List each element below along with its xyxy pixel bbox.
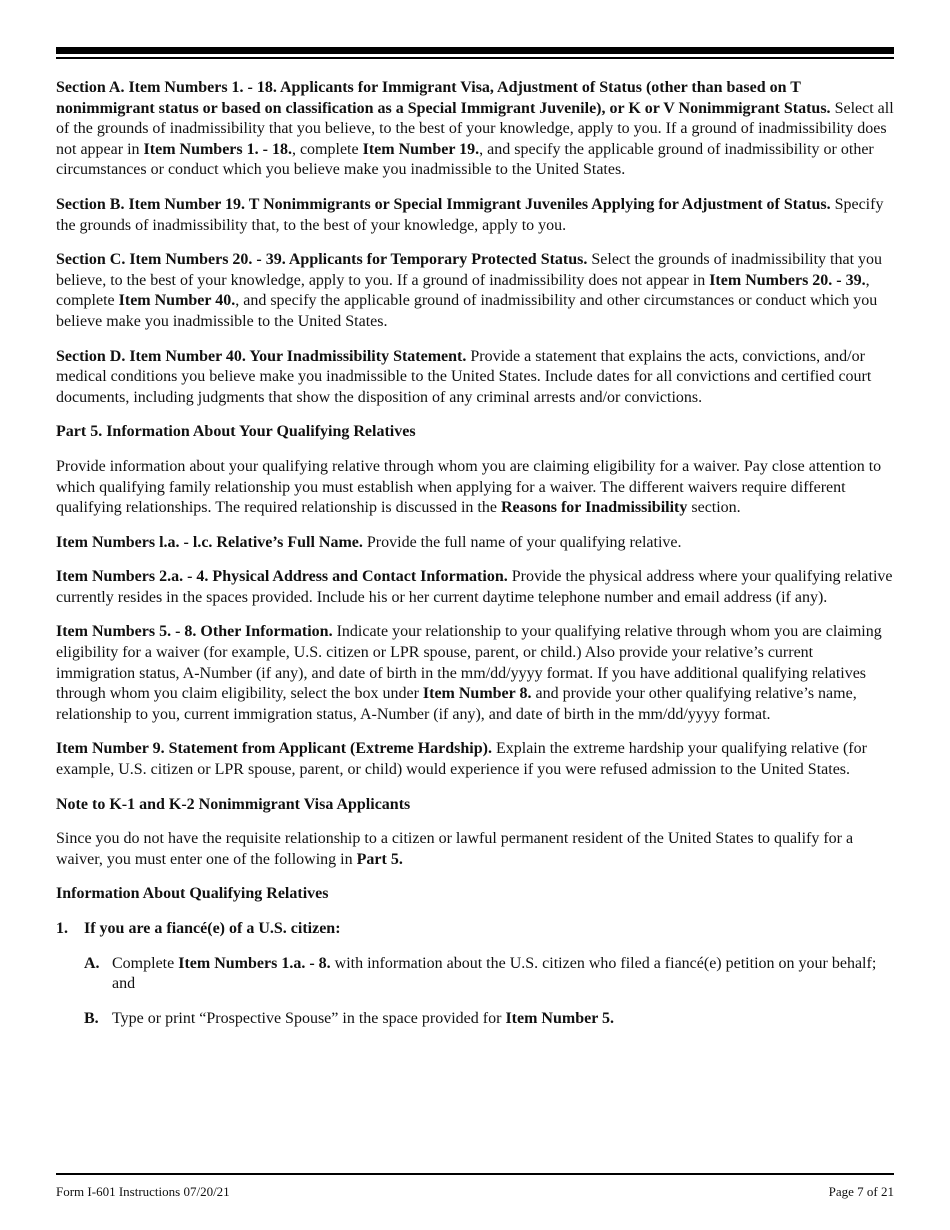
part5-intro: Provide information about your qualifying relative through whom you are claiming eligibility for a waiver. Pay close attention to which qualifying family relationship you must establish when applying for a waiver. The different waivers require different qualifying relationships. The required relationship is discussed in the Reasons for Inadmissibility section.: [56, 457, 882, 517]
note-text: Since you do not have the requisite relationship to a citizen or lawful permanent resident of the United States to qualify for a waiver, you must enter one of the following in Part 5.: [56, 830, 854, 868]
section-a-heading: Section A. Item Numbers 1. - 18. Applicants for Immigrant Visa, Adjustment of Status (other than based on T nonimmigrant status or based on classification as a Special Immigrant Juvenile), or K or V Nonimmigrant Status.: [56, 79, 831, 117]
section-d: Section D. Item Number 40. Your Inadmissibility Statement. Provide a statement that explains the acts, convictions, and/or medical conditions you believe make you inadmissible to the United States. Include dates for all convictions and certified court documents, including judgments that show the disposition of any criminal arrests and/or convictions.: [56, 347, 872, 406]
item-extreme-hardship: Item Number 9. Statement from Applicant (Extreme Hardship). Explain the extreme hardship your qualifying relative (for example, U.S. citizen or LPR spouse, parent, or child) would experience if you were refused admission to the United States.: [56, 740, 867, 779]
list-item: A. Complete Item Numbers 1.a. - 8. with information about the U.S. citizen who filed a fiancé(e) petition on your behalf; and: [84, 954, 877, 993]
list-item: B. Type or print “Prospective Spouse” in the space provided for Item Number 5.: [84, 1009, 615, 1027]
section-b: Section B. Item Number 19. T Nonimmigrants or Special Immigrant Juveniles Applying for Adjustment of Status. Specify the grounds of inadmissibility that, to the best of your knowledge, apply to you.: [56, 195, 884, 234]
note-heading: Note to K-1 and K-2 Nonimmigrant Visa Applicants: [56, 795, 411, 813]
qualifying-relatives-subheading: Information About Qualifying Relatives: [56, 885, 329, 903]
form-identifier: Form I-601 Instructions 07/20/21: [56, 1184, 230, 1199]
section-d-heading: Section D. Item Number 40. Your Inadmissibility Statement.: [56, 347, 467, 365]
item-physical-address: Item Numbers 2.a. - 4. Physical Address and Contact Information. Provide the physical address where your qualifying relative currently resides in the spaces provided. Include his or her current daytime telephone number and email address (if any).: [56, 568, 893, 606]
section-c-heading: Section C. Item Numbers 20. - 39. Applicants for Temporary Protected Status.: [56, 251, 588, 269]
footer-rule: [56, 1173, 894, 1175]
top-rule-thin: [56, 57, 894, 59]
part5-heading: Part 5. Information About Your Qualifying Relatives: [56, 423, 416, 441]
list-item: 1. If you are a fiancé(e) of a U.S. citizen:: [56, 920, 341, 937]
top-rule-thick: [56, 47, 894, 54]
section-a: Section A. Item Numbers 1. - 18. Applicants for Immigrant Visa, Adjustment of Status (other than based on T nonimmigrant status or based on classification as a Special Immigrant Juvenile), or K or V Nonimmigrant Status. Select all of the grounds of inadmissibility that you believe, to the best of your knowledge, apply to you. If a ground of inadmissibility does not appear in Item Numbers 1. - 18., complete Item Number 19., and specify the applicable ground of inadmissibility or other circumstances or conduct which you believe make you inadmissible to the United States.: [56, 79, 894, 179]
section-c: Section C. Item Numbers 20. - 39. Applicants for Temporary Protected Status. Select the grounds of inadmissibility that you believe, to the best of your knowledge, apply to you. If a ground of inadmissibility does not appear in Item Numbers 20. - 39., complete Item Number 40., and specify the applicable ground of inadmissibility and other circumstances or conduct which you believe make you inadmissible to the United States.: [56, 251, 883, 330]
page-footer: [56, 1184, 894, 1200]
fiance-instructions-list: [56, 919, 894, 1029]
item-relative-name: Item Numbers l.a. - l.c. Relative’s Full Name. Provide the full name of your qualifying relative.: [56, 533, 682, 551]
item-other-information: Item Numbers 5. - 8. Other Information. Indicate your relationship to your qualifying relative through whom you are claiming eligibility for a waiver (for example, U.S. citizen or LPR spouse, parent, or child.) Also provide your relative’s current immigration status, A-Number (if any), and date of birth in the mm/dd/yyyy format. If you have additional qualifying relatives through whom you claim eligibility, select the box under Item Number 8. and provide your other qualifying relative’s name, relationship to you, current immigration status, A-Number (if any), and date of birth in the mm/dd/yyyy format.: [56, 623, 882, 723]
page-number: Page 7 of 21: [828, 1184, 894, 1199]
section-b-heading: Section B. Item Number 19. T Nonimmigrants or Special Immigrant Juveniles Applying for Adjustment of Status.: [56, 195, 831, 213]
document-body: [56, 78, 894, 1043]
